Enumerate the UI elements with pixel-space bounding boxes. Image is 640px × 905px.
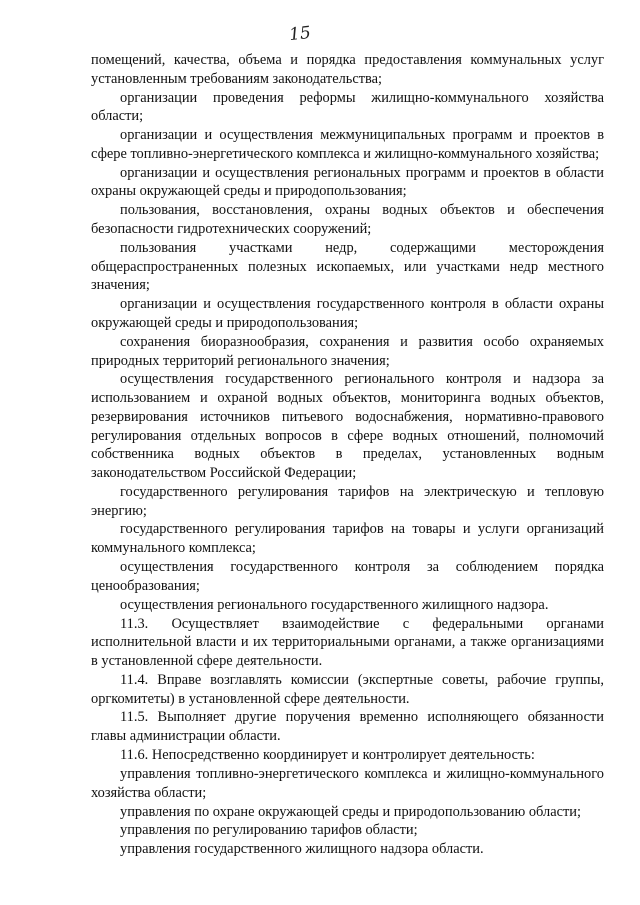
paragraph: 11.5. Выполняет другие поручения временно исполняющего обязанности главы администрации области. xyxy=(91,709,604,745)
paragraph: пользования участками недр, содержащими месторождения общераспространенных полезных ископаемых, или участками недр местного значения; xyxy=(91,239,604,294)
paragraph: организации проведения реформы жилищно-коммунального хозяйства области; xyxy=(91,89,604,125)
paragraph: 11.4. Вправе возглавлять комиссии (экспертные советы, рабочие группы, оргкомитеты) в установленной сфере деятельности. xyxy=(91,671,604,707)
paragraph: управления топливно-энергетического комплекса и жилищно-коммунального хозяйства области; xyxy=(91,765,604,801)
paragraph: организации и осуществления региональных программ и проектов в области охраны окружающей среды и природопользования; xyxy=(91,164,604,200)
paragraph: государственного регулирования тарифов на электрическую и тепловую энергию; xyxy=(91,483,604,519)
paragraph: 11.6. Непосредственно координирует и контролирует деятельность: xyxy=(120,747,535,764)
paragraph: осуществления регионального государственного жилищного надзора. xyxy=(120,596,549,613)
paragraph: управления по охране окружающей среды и природопользованию области; xyxy=(120,803,581,820)
paragraph: пользования, восстановления, охраны водных объектов и обеспечения безопасности гидротехнических сооружений; xyxy=(91,202,604,238)
paragraph: управления государственного жилищного надзора области. xyxy=(120,841,484,858)
paragraph: осуществления государственного регионального контроля и надзора за использованием и охраной водных объектов, мониторинга водных объектов, резервирования источников питьевого водоснабжения, нормативно-правового регулирования отдельных вопросов в сфере водных отношений, полномочий собственника водных объектов в пределах, установленных водным законодательством Российской Федерации; xyxy=(91,371,604,481)
paragraph: организации и осуществления межмуниципальных программ и проектов в сфере топливно-энергетического комплекса и жилищно-коммунального хозяйства; xyxy=(91,127,604,162)
document-body xyxy=(91,51,604,859)
paragraph: государственного регулирования тарифов на товары и услуги организаций коммунального комплекса; xyxy=(91,521,604,557)
paragraph: организации и осуществления государственного контроля в области охраны окружающей среды и природопользования; xyxy=(91,296,604,331)
paragraph: помещений, качества, объема и порядка предоставления коммунальных услуг установленным требованиям законодательства; xyxy=(91,52,604,87)
paragraph: 11.3. Осуществляет взаимодействие с федеральными органами исполнительной власти и их территориальными органами, а также организациями в установленной сфере деятельности. xyxy=(91,615,604,669)
paragraph: управления по регулированию тарифов области; xyxy=(120,822,418,839)
paragraph: сохранения биоразнообразия, сохранения и развития особо охраняемых природных территорий регионального значения; xyxy=(91,333,604,369)
paragraph: осуществления государственного контроля за соблюдением порядка ценообразования; xyxy=(91,559,604,594)
page-number: 15 xyxy=(288,22,312,46)
